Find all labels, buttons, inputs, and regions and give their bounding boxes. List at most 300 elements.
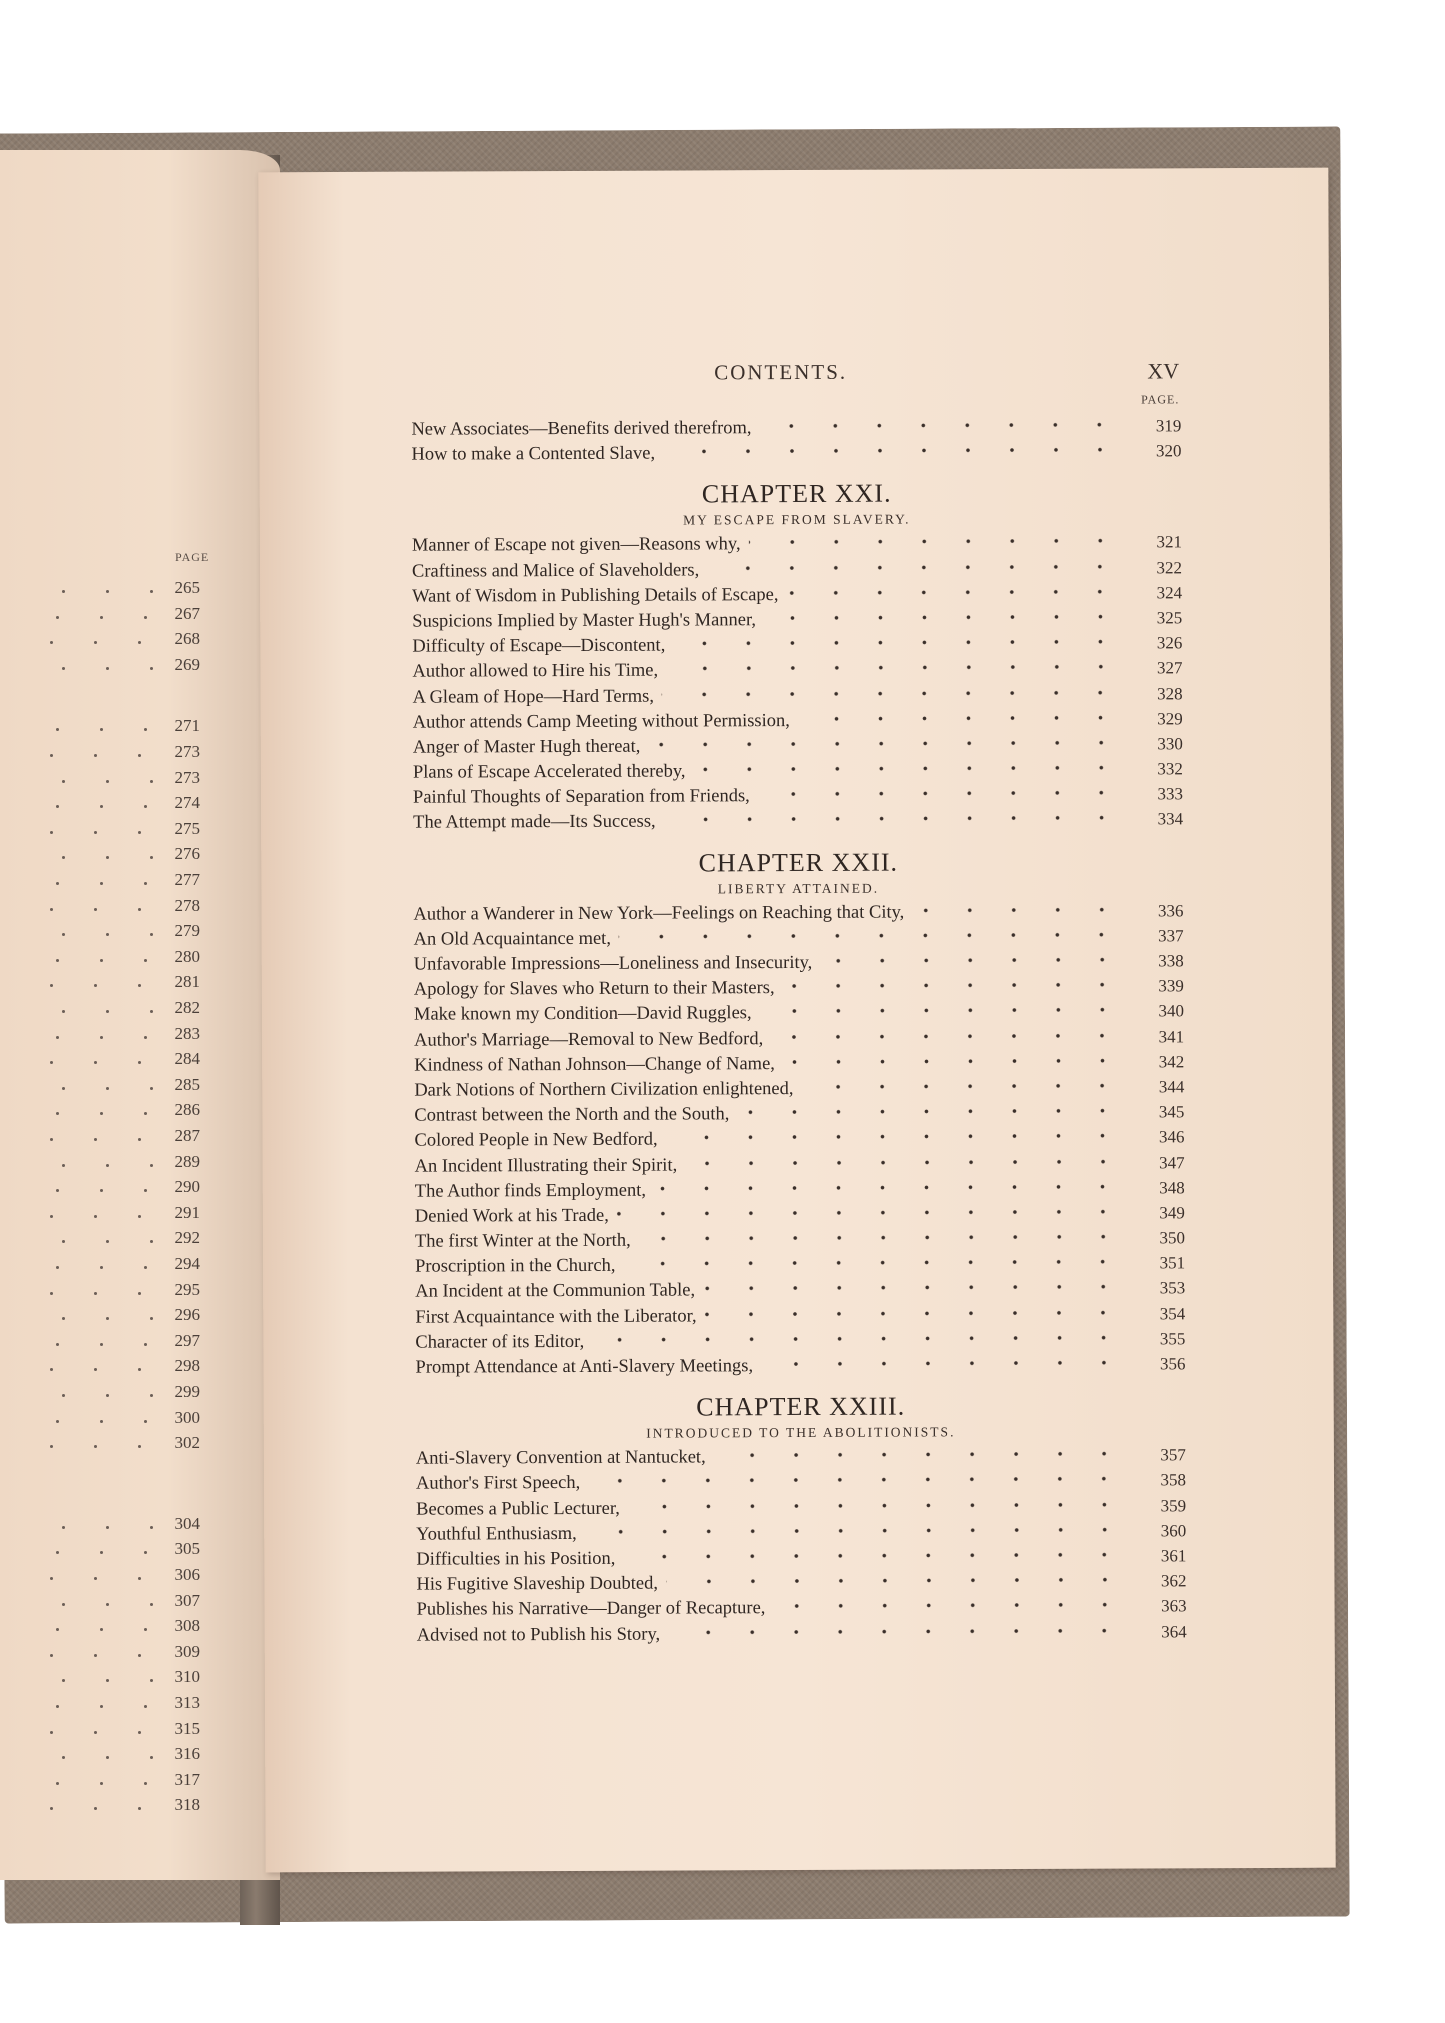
left-page-number: 308 <box>174 1616 200 1636</box>
dot-leader <box>648 735 1122 751</box>
entry-page-number: 356 <box>1159 1354 1186 1374</box>
leader-dot <box>50 1061 53 1064</box>
leader-dot <box>50 831 53 834</box>
left-page-number: 276 <box>174 844 200 864</box>
entry-page-number: 329 <box>1157 709 1183 729</box>
entry-page-number: 347 <box>1159 1152 1185 1172</box>
dot-leader <box>628 1497 1126 1513</box>
leader-dot <box>138 754 141 757</box>
left-page-number: 275 <box>174 818 200 838</box>
entry-title: Denied Work at his Trade, <box>414 1205 609 1227</box>
dot-leader <box>664 811 1124 827</box>
left-page-number: 307 <box>174 1590 200 1610</box>
leader-dot <box>62 933 65 936</box>
entry-page-number: 348 <box>1159 1177 1185 1198</box>
dot-leader <box>666 1129 1125 1145</box>
toc-entry <box>414 1077 1184 1106</box>
entry-title: Want of Wisdom in Publishing Details of Escape, <box>412 584 779 607</box>
leader-dot <box>100 1112 103 1115</box>
toc-entry <box>414 951 1184 980</box>
dot-leader <box>662 685 1123 701</box>
toc-entry <box>414 1052 1184 1081</box>
leader-dot <box>50 1445 53 1448</box>
toc-entry <box>413 901 1183 930</box>
leader-dot <box>106 667 109 670</box>
dot-leader <box>783 978 1124 993</box>
left-page-number: 304 <box>174 1513 200 1533</box>
leader-dot <box>56 1628 59 1631</box>
entry-page-number: 341 <box>1158 1026 1185 1046</box>
leader-dot <box>106 1087 109 1090</box>
leader-dot <box>150 1087 153 1090</box>
entry-page-number: 337 <box>1158 926 1184 946</box>
leader-dot <box>150 780 153 783</box>
leader-dot <box>62 1603 65 1606</box>
dot-leader <box>764 610 1122 626</box>
leader-dot <box>62 1164 65 1167</box>
toc-entry <box>416 1571 1186 1600</box>
dot-leader <box>801 1079 1124 1094</box>
entry-page-number: 350 <box>1159 1228 1185 1248</box>
entry-title: Make known my Condition—David Ruggles, <box>413 1003 752 1026</box>
left-page-number: 299 <box>174 1382 200 1401</box>
entry-title: An Old Acquaintance met, <box>413 928 611 950</box>
entry-title: Dark Notions of Northern Civilization enlightened, <box>414 1078 794 1101</box>
toc-entry <box>412 659 1182 688</box>
left-page-number: 283 <box>174 1023 200 1043</box>
leader-dot <box>150 933 153 936</box>
leader-dot <box>100 1036 103 1039</box>
dot-leader <box>666 1573 1127 1589</box>
leader-dot <box>100 1628 103 1631</box>
entry-page-number: 342 <box>1158 1052 1185 1072</box>
leader-dot <box>138 831 141 834</box>
leader-dot <box>50 754 53 757</box>
entry-title: Prompt Attendance at Anti-Slavery Meetings, <box>415 1356 754 1378</box>
dot-leader <box>663 443 1122 459</box>
entry-page-number: 363 <box>1161 1596 1187 1616</box>
left-page-number: 313 <box>174 1693 200 1712</box>
leader-dot <box>106 1603 109 1606</box>
entry-page-number: 344 <box>1158 1077 1185 1097</box>
left-page-number: 271 <box>174 716 200 736</box>
entry-page-number: 326 <box>1156 633 1183 653</box>
leader-dot <box>150 1603 153 1606</box>
leader-dot <box>62 1394 65 1397</box>
leader-dot <box>144 882 147 885</box>
leader-dot <box>94 1368 97 1371</box>
left-page-number: 297 <box>174 1330 200 1350</box>
leader-dot <box>100 1266 103 1269</box>
entry-title: Anger of Master Hugh thereat, <box>412 736 641 758</box>
page-column-label: PAGE. <box>1141 392 1180 407</box>
chapter-subtitle: LIBERTY ATTAINED. <box>717 880 880 896</box>
leader-dot <box>150 1394 153 1397</box>
leader-dot <box>50 984 53 987</box>
leader-dot <box>106 590 109 593</box>
entry-title: Craftiness and Malice of Slaveholders, <box>411 559 700 582</box>
entry-title: Author allowed to Hire his Time, <box>412 660 659 682</box>
left-page-number: 286 <box>174 1100 200 1120</box>
leader-dot <box>50 908 53 911</box>
dot-leader <box>668 1623 1127 1639</box>
left-page-number: 287 <box>174 1126 200 1145</box>
leader-dot <box>144 1112 147 1115</box>
dot-leader <box>705 1305 1126 1321</box>
dot-leader <box>786 584 1122 599</box>
dot-leader <box>758 786 1123 802</box>
leader-dot <box>144 616 147 619</box>
chapter-heading: CHAPTER XXIII. <box>696 1391 906 1422</box>
chapter-heading: CHAPTER XXI. <box>701 478 892 509</box>
left-page <box>0 150 280 1880</box>
leader-dot <box>94 1138 97 1141</box>
entry-title: The Attempt made—Its Success, <box>413 812 656 834</box>
leader-dot <box>94 1215 97 1218</box>
left-page-number: 284 <box>174 1049 200 1069</box>
entry-title: New Associates—Benefits derived therefrom, <box>411 418 752 440</box>
leader-dot <box>62 1756 65 1759</box>
leader-dot <box>144 1628 147 1631</box>
toc-entry <box>414 1027 1184 1056</box>
left-page-number: 302 <box>174 1433 200 1453</box>
toc-entry <box>413 785 1183 814</box>
entry-page-number: 325 <box>1156 608 1183 628</box>
chapter-subtitle: MY ESCAPE FROM SLAVERY. <box>683 511 911 528</box>
entry-page-number: 324 <box>1156 583 1183 603</box>
entry-title: Kindness of Nathan Johnson—Change of Name, <box>414 1053 775 1076</box>
leader-dot <box>56 1782 59 1785</box>
leader-dot <box>150 1526 153 1529</box>
leader-dot <box>138 1138 141 1141</box>
leader-dot <box>138 984 141 987</box>
leader-dot <box>50 1577 53 1580</box>
leader-dot <box>138 1445 141 1448</box>
leader-dot <box>56 1266 59 1269</box>
leader-dot <box>138 1292 141 1295</box>
entry-title: First Acquaintance with the Liberator, <box>415 1306 697 1328</box>
leader-dot <box>50 1807 53 1810</box>
entry-page-number: 364 <box>1161 1621 1187 1641</box>
entry-page-number: 354 <box>1159 1303 1186 1324</box>
toc-entry <box>414 1002 1184 1031</box>
entry-title: The first Winter at the North, <box>414 1230 631 1252</box>
left-page-number: 273 <box>174 767 200 787</box>
entry-page-number: 330 <box>1157 734 1183 754</box>
toc-entry <box>412 533 1182 562</box>
left-page-number: 280 <box>174 946 200 966</box>
leader-dot <box>50 1731 53 1734</box>
leader-dot <box>138 1368 141 1371</box>
dot-leader <box>761 1356 1125 1372</box>
leader-dot <box>56 1420 59 1423</box>
dot-leader <box>617 1204 1125 1220</box>
leader-dot <box>138 908 141 911</box>
entry-title: The Author finds Employment, <box>414 1180 647 1202</box>
toc-entry <box>412 583 1182 612</box>
dot-leader <box>639 1230 1125 1246</box>
leader-dot <box>62 1010 65 1013</box>
leader-dot <box>106 1164 109 1167</box>
entry-title: Apology for Slaves who Return to their Masters, <box>413 978 775 1000</box>
dot-leader <box>773 1598 1126 1614</box>
dot-leader <box>623 1255 1125 1271</box>
toc-entry <box>415 1228 1185 1257</box>
leader-dot <box>138 641 141 644</box>
leader-dot <box>100 1189 103 1192</box>
toc-entry <box>416 1521 1186 1550</box>
entry-page-number: 320 <box>1155 441 1182 461</box>
left-page-number: 289 <box>174 1151 200 1171</box>
left-page-number: 291 <box>174 1202 200 1222</box>
left-page-number: 310 <box>174 1667 200 1687</box>
entry-title: Author a Wanderer in New York—Feelings on Reaching that City, <box>413 902 905 925</box>
left-page-number: 316 <box>174 1744 200 1764</box>
dot-leader <box>623 1548 1126 1564</box>
leader-dot <box>138 1731 141 1734</box>
leader-dot <box>144 1420 147 1423</box>
dot-leader <box>588 1472 1126 1488</box>
leader-dot <box>100 1551 103 1554</box>
leader-dot <box>94 908 97 911</box>
entry-page-number: 359 <box>1160 1495 1187 1515</box>
leader-dot <box>150 1010 153 1013</box>
left-page-number: 278 <box>174 895 200 915</box>
entry-title: An Incident Illustrating their Spirit, <box>414 1155 678 1177</box>
leader-dot <box>144 1266 147 1269</box>
entry-title: Difficulty of Escape—Discontent, <box>412 635 666 657</box>
entry-page-number: 333 <box>1157 784 1184 804</box>
leader-dot <box>150 667 153 670</box>
dot-leader <box>592 1330 1125 1346</box>
leader-dot <box>94 641 97 644</box>
left-page-number: 273 <box>174 742 200 761</box>
entry-page-number: 362 <box>1160 1571 1187 1591</box>
table-of-contents <box>411 416 1186 1650</box>
entry-page-number: 340 <box>1158 1001 1185 1021</box>
leader-dot <box>94 1654 97 1657</box>
dot-leader <box>783 1053 1124 1068</box>
leader-dot <box>100 805 103 808</box>
leader-dot <box>106 1679 109 1682</box>
entry-title: Becomes a Public Lecturer, <box>416 1498 620 1520</box>
chapter-heading: CHAPTER XXII. <box>698 847 899 878</box>
leader-dot <box>144 1036 147 1039</box>
entry-page-number: 336 <box>1157 900 1184 921</box>
leader-dot <box>62 590 65 593</box>
leader-dot <box>144 1189 147 1192</box>
leader-dot <box>56 1189 59 1192</box>
dot-leader <box>654 1179 1125 1195</box>
page-header <box>259 358 1329 393</box>
leader-dot <box>138 1061 141 1064</box>
leader-dot <box>100 1420 103 1423</box>
leader-dot <box>106 780 109 783</box>
left-page-number: 300 <box>174 1407 200 1427</box>
leader-dot <box>62 667 65 670</box>
contents-page <box>258 168 1335 1873</box>
toc-entry <box>415 1178 1185 1207</box>
left-page-number: 294 <box>174 1254 200 1273</box>
entry-title: Difficulties in his Position, <box>416 1548 616 1570</box>
leader-dot <box>144 805 147 808</box>
entry-page-number: 351 <box>1159 1253 1186 1273</box>
entry-title: Author's First Speech, <box>415 1473 581 1495</box>
left-page-number: 282 <box>174 998 200 1017</box>
leader-dot <box>50 1138 53 1141</box>
entry-page-number: 327 <box>1156 658 1183 678</box>
entry-page-number: 360 <box>1160 1521 1187 1541</box>
leader-dot <box>56 1705 59 1708</box>
left-page-number: 315 <box>174 1718 200 1738</box>
toc-entry <box>415 1329 1185 1358</box>
leader-dot <box>100 1782 103 1785</box>
left-page-number: 281 <box>174 972 200 992</box>
chapter-subtitle: INTRODUCED TO THE ABOLITIONISTS. <box>646 1424 956 1441</box>
toc-entry <box>415 1304 1185 1333</box>
leader-dot <box>94 1061 97 1064</box>
toc-entry <box>413 734 1183 763</box>
entry-page-number: 338 <box>1158 951 1184 971</box>
toc-entry <box>416 1471 1186 1500</box>
toc-entry <box>413 759 1183 788</box>
toc-entry <box>413 709 1183 738</box>
leader-dot <box>150 1317 153 1320</box>
entry-title: His Fugitive Slaveship Doubted, <box>416 1573 659 1595</box>
entry-page-number: 321 <box>1156 532 1182 552</box>
left-page-number: 285 <box>174 1074 200 1094</box>
leader-dot <box>94 984 97 987</box>
toc-entry <box>416 1445 1186 1474</box>
entry-title: Colored People in New Bedford, <box>414 1129 658 1151</box>
entry-title: Plans of Escape Accelerated thereby, <box>412 761 686 783</box>
leader-dot <box>138 1807 141 1810</box>
entry-title: Suspicions Implied by Master Hugh's Manner, <box>412 610 757 632</box>
leader-dot <box>106 1526 109 1529</box>
entry-page-number: 353 <box>1159 1278 1186 1298</box>
leader-dot <box>94 1577 97 1580</box>
dot-leader <box>798 710 1123 725</box>
leader-dot <box>50 1215 53 1218</box>
leader-dot <box>94 1731 97 1734</box>
leader-dot <box>106 1010 109 1013</box>
toc-entry <box>414 1128 1184 1157</box>
leader-dot <box>150 1164 153 1167</box>
entry-page-number: 346 <box>1158 1127 1185 1147</box>
dot-leader <box>693 761 1122 777</box>
dot-leader <box>759 418 1121 434</box>
entry-title: Contrast between the North and the South, <box>414 1104 730 1126</box>
entry-title: Youthful Enthusiasm, <box>416 1523 577 1545</box>
entry-page-number: 361 <box>1160 1546 1187 1566</box>
left-page-number: 296 <box>174 1305 200 1325</box>
left-page-header: PAGE <box>175 550 210 564</box>
entry-page-number: 355 <box>1159 1329 1186 1349</box>
left-page-number: 295 <box>174 1279 200 1299</box>
leader-dot <box>100 882 103 885</box>
toc-entry <box>411 416 1181 445</box>
leader-dot <box>144 1343 147 1346</box>
toc-entry <box>417 1597 1187 1626</box>
toc-entry <box>415 1153 1185 1182</box>
toc-entry <box>416 1546 1186 1575</box>
toc-entry <box>414 976 1184 1005</box>
dot-leader <box>707 559 1122 575</box>
leader-dot <box>150 1756 153 1759</box>
leader-dot <box>100 959 103 962</box>
dot-leader <box>771 1028 1124 1044</box>
leader-dot <box>106 1317 109 1320</box>
toc-entry <box>416 1496 1186 1525</box>
leader-dot <box>106 1394 109 1397</box>
leader-dot <box>56 1112 59 1115</box>
toc-entry <box>417 1622 1187 1651</box>
leader-dot <box>94 1807 97 1810</box>
dot-leader <box>619 927 1124 943</box>
leader-dot <box>138 1215 141 1218</box>
left-page-number: 279 <box>174 921 200 941</box>
page-number: XV <box>1147 358 1180 384</box>
leader-dot <box>106 856 109 859</box>
left-page-number: 298 <box>174 1356 200 1376</box>
toc-entry <box>415 1203 1185 1232</box>
toc-entry <box>415 1254 1185 1283</box>
entry-page-number: 358 <box>1160 1470 1187 1490</box>
leader-dot <box>106 1756 109 1759</box>
leader-dot <box>138 1654 141 1657</box>
left-page-number: 290 <box>174 1177 200 1197</box>
dot-leader <box>673 635 1122 651</box>
left-page-number: 309 <box>174 1641 200 1661</box>
toc-entry <box>414 1102 1184 1131</box>
page-title: CONTENTS. <box>714 359 848 385</box>
dot-leader <box>760 1003 1124 1019</box>
leader-dot <box>150 1679 153 1682</box>
left-page-number: 306 <box>174 1565 200 1584</box>
leader-dot <box>106 1240 109 1243</box>
leader-dot <box>62 1317 65 1320</box>
leader-dot <box>62 780 65 783</box>
leader-dot <box>144 728 147 731</box>
entry-title: A Gleam of Hope—Hard Terms, <box>412 686 655 708</box>
leader-dot <box>56 882 59 885</box>
leader-dot <box>150 1240 153 1243</box>
left-page-number: 317 <box>174 1769 200 1789</box>
leader-dot <box>94 1292 97 1295</box>
left-page-number: 305 <box>174 1539 200 1559</box>
leader-dot <box>62 856 65 859</box>
leader-dot <box>106 933 109 936</box>
leader-dot <box>150 856 153 859</box>
entry-page-number: 328 <box>1157 683 1183 703</box>
leader-dot <box>56 616 59 619</box>
entry-page-number: 349 <box>1159 1203 1185 1223</box>
toc-entry <box>413 810 1183 839</box>
dot-leader <box>666 660 1122 676</box>
leader-dot <box>62 1679 65 1682</box>
left-page-number: 265 <box>174 578 200 597</box>
leader-dot <box>56 1036 59 1039</box>
left-page-number: 277 <box>174 870 200 889</box>
entry-title: Author attends Camp Meeting without Permission, <box>412 710 790 733</box>
toc-entry <box>413 684 1183 713</box>
entry-page-number: 332 <box>1157 759 1183 779</box>
leader-dot <box>56 1343 59 1346</box>
leader-dot <box>94 1445 97 1448</box>
leader-dot <box>100 616 103 619</box>
leader-dot <box>100 1705 103 1708</box>
leader-dot <box>62 1526 65 1529</box>
